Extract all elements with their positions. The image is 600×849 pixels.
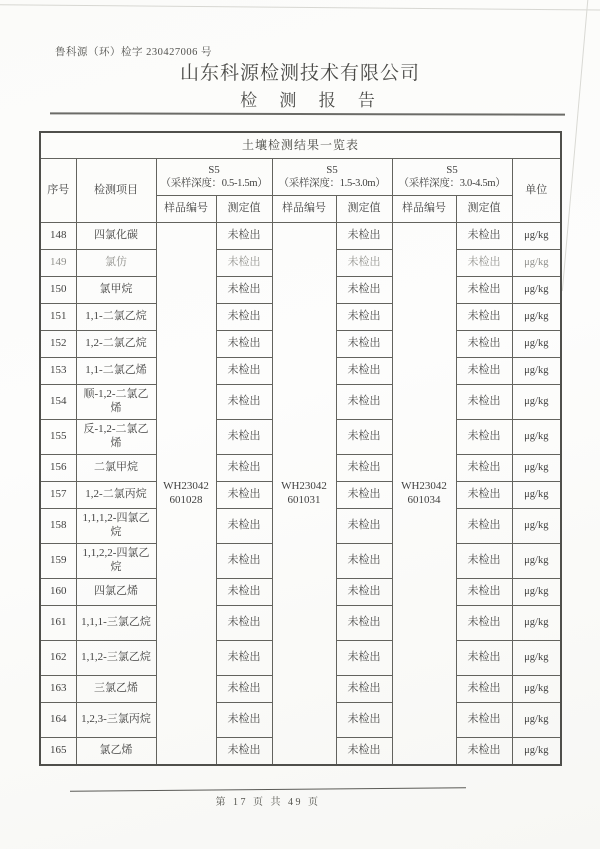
row-value-s1: 未检出	[216, 277, 272, 304]
row-unit: μg/kg	[512, 641, 561, 676]
row-seq: 153	[40, 358, 76, 385]
row-value-s2: 未检出	[336, 738, 392, 765]
col-header-value-1: 测定值	[216, 196, 272, 223]
row-seq: 161	[40, 606, 76, 641]
row-unit: μg/kg	[512, 455, 561, 482]
row-value-s2: 未检出	[336, 250, 392, 277]
row-value-s3: 未检出	[456, 277, 512, 304]
row-value-s3: 未检出	[456, 641, 512, 676]
scan-edge-top	[0, 4, 600, 11]
row-unit: μg/kg	[512, 277, 561, 304]
soil-results-table	[39, 131, 562, 766]
sample-id-line2: 601034	[407, 494, 441, 507]
row-unit: μg/kg	[512, 544, 561, 579]
row-value-s1: 未检出	[216, 703, 272, 738]
page-number: 第 17 页 共 49 页	[215, 797, 321, 808]
report-ref-number: 鲁科源（环）检字 230427006 号	[55, 47, 212, 58]
row-value-s1: 未检出	[216, 455, 272, 482]
group-header-s5-depth3	[392, 159, 512, 196]
row-value-s2: 未检出	[336, 331, 392, 358]
row-seq: 158	[40, 509, 76, 544]
row-item: 氯仿	[76, 250, 156, 277]
scan-edge-right	[562, 0, 589, 291]
row-value-s3: 未检出	[456, 544, 512, 579]
row-item: 1,1,2,2-四氯乙烷	[76, 544, 156, 579]
row-value-s1: 未检出	[216, 738, 272, 765]
table-title-row	[40, 132, 561, 159]
company-name: 山东科源检测技术有限公司	[179, 63, 420, 84]
row-value-s2: 未检出	[336, 676, 392, 703]
row-value-s2: 未检出	[336, 509, 392, 544]
sample-id-cell-1	[156, 223, 216, 765]
row-value-s1: 未检出	[216, 358, 272, 385]
col-header-item: 检测项目	[76, 159, 156, 223]
row-item: 1,1-二氯乙烯	[76, 358, 156, 385]
row-unit: μg/kg	[512, 358, 561, 385]
sample-depth-label: （采样深度：0.5-1.5m）	[160, 178, 268, 190]
row-value-s3: 未检出	[456, 331, 512, 358]
row-seq: 164	[40, 703, 76, 738]
col-header-sample-id-3: 样品编号	[392, 196, 456, 223]
results-table-wrap	[39, 131, 562, 766]
row-value-s1: 未检出	[216, 606, 272, 641]
row-seq: 159	[40, 544, 76, 579]
col-header-seq: 序号	[40, 159, 76, 223]
row-unit: μg/kg	[512, 331, 561, 358]
row-value-s2: 未检出	[336, 606, 392, 641]
row-seq: 155	[40, 420, 76, 455]
row-value-s2: 未检出	[336, 641, 392, 676]
sample-id-line1: WH23042	[281, 479, 327, 492]
row-seq: 162	[40, 641, 76, 676]
col-header-value-2: 测定值	[336, 196, 392, 223]
row-seq: 163	[40, 676, 76, 703]
row-value-s1: 未检出	[216, 676, 272, 703]
row-value-s2: 未检出	[336, 358, 392, 385]
col-header-sample-id-1: 样品编号	[156, 196, 216, 223]
row-value-s2: 未检出	[336, 482, 392, 509]
row-value-s2: 未检出	[336, 703, 392, 738]
row-value-s1: 未检出	[216, 641, 272, 676]
row-unit: μg/kg	[512, 223, 561, 250]
row-seq: 157	[40, 482, 76, 509]
row-value-s2: 未检出	[336, 544, 392, 579]
row-value-s3: 未检出	[456, 606, 512, 641]
row-value-s3: 未检出	[456, 304, 512, 331]
row-item: 四氯乙烯	[76, 579, 156, 606]
row-unit: μg/kg	[512, 676, 561, 703]
sample-point-label: S5	[326, 163, 338, 176]
row-seq: 150	[40, 277, 76, 304]
row-item: 1,2-二氯丙烷	[76, 482, 156, 509]
row-value-s3: 未检出	[456, 482, 512, 509]
row-item: 1,1-二氯乙烷	[76, 304, 156, 331]
row-seq: 165	[40, 738, 76, 765]
row-value-s2: 未检出	[336, 304, 392, 331]
row-value-s3: 未检出	[456, 250, 512, 277]
row-value-s1: 未检出	[216, 579, 272, 606]
sample-depth-label: （采样深度：3.0-4.5m）	[398, 178, 506, 190]
row-item: 四氯化碳	[76, 223, 156, 250]
row-unit: μg/kg	[512, 385, 561, 420]
row-seq: 154	[40, 385, 76, 420]
row-value-s2: 未检出	[336, 455, 392, 482]
sample-id-line1: WH23042	[401, 479, 447, 492]
row-value-s1: 未检出	[216, 482, 272, 509]
row-unit: μg/kg	[512, 420, 561, 455]
row-item: 三氯乙烯	[76, 676, 156, 703]
row-value-s3: 未检出	[456, 455, 512, 482]
row-item: 二氯甲烷	[76, 455, 156, 482]
col-header-value-3: 测定值	[456, 196, 512, 223]
row-seq: 152	[40, 331, 76, 358]
row-value-s3: 未检出	[456, 738, 512, 765]
sample-id-line1: WH23042	[163, 479, 209, 492]
sample-depth-label: （采样深度：1.5-3.0m）	[278, 178, 386, 190]
sample-id-line2: 601031	[287, 494, 321, 507]
sample-id-cell-3	[392, 223, 456, 765]
row-value-s1: 未检出	[216, 250, 272, 277]
row-item: 1,1,1-三氯乙烷	[76, 606, 156, 641]
row-unit: μg/kg	[512, 703, 561, 738]
row-seq: 151	[40, 304, 76, 331]
report-title: 检 测 报 告	[240, 91, 384, 110]
row-unit: μg/kg	[512, 579, 561, 606]
row-item: 顺-1,2-二氯乙烯	[76, 385, 156, 420]
row-unit: μg/kg	[512, 738, 561, 765]
row-value-s1: 未检出	[216, 420, 272, 455]
table-body	[40, 223, 561, 765]
row-item: 1,1,1,2-四氯乙烷	[76, 509, 156, 544]
row-value-s3: 未检出	[456, 703, 512, 738]
row-seq: 148	[40, 223, 76, 250]
row-value-s2: 未检出	[336, 277, 392, 304]
sample-id-line2: 601028	[169, 494, 203, 507]
row-value-s3: 未检出	[456, 385, 512, 420]
row-value-s2: 未检出	[336, 420, 392, 455]
row-seq: 160	[40, 579, 76, 606]
group-header-s5-depth1	[156, 159, 272, 196]
sample-id-cell-2	[272, 223, 336, 765]
row-value-s2: 未检出	[336, 579, 392, 606]
row-item: 反-1,2-二氯乙烯	[76, 420, 156, 455]
row-unit: μg/kg	[512, 509, 561, 544]
row-value-s3: 未检出	[456, 223, 512, 250]
header-rule	[50, 112, 565, 115]
row-item: 1,2-二氯乙烷	[76, 331, 156, 358]
col-header-sample-id-2: 样品编号	[272, 196, 336, 223]
row-item: 氯甲烷	[76, 277, 156, 304]
group-header-s5-depth2	[272, 159, 392, 196]
row-item: 1,1,2-三氯乙烷	[76, 641, 156, 676]
table-title: 土壤检测结果一览表	[40, 132, 561, 159]
row-item: 氯乙烯	[76, 738, 156, 765]
row-value-s2: 未检出	[336, 385, 392, 420]
row-item: 1,2,3-三氯丙烷	[76, 703, 156, 738]
row-value-s3: 未检出	[456, 676, 512, 703]
row-value-s1: 未检出	[216, 385, 272, 420]
row-value-s1: 未检出	[216, 304, 272, 331]
row-value-s3: 未检出	[456, 509, 512, 544]
row-seq: 149	[40, 250, 76, 277]
row-value-s1: 未检出	[216, 223, 272, 250]
group-header-row	[40, 159, 561, 196]
row-unit: μg/kg	[512, 250, 561, 277]
row-value-s2: 未检出	[336, 223, 392, 250]
row-unit: μg/kg	[512, 304, 561, 331]
row-value-s1: 未检出	[216, 544, 272, 579]
row-unit: μg/kg	[512, 606, 561, 641]
sample-point-label: S5	[446, 163, 458, 176]
row-seq: 156	[40, 455, 76, 482]
col-header-unit: 单位	[512, 159, 561, 223]
row-value-s3: 未检出	[456, 579, 512, 606]
row-value-s3: 未检出	[456, 420, 512, 455]
sample-point-label: S5	[208, 163, 220, 176]
table-row	[40, 223, 561, 250]
row-value-s1: 未检出	[216, 509, 272, 544]
row-unit: μg/kg	[512, 482, 561, 509]
row-value-s3: 未检出	[456, 358, 512, 385]
row-value-s1: 未检出	[216, 331, 272, 358]
